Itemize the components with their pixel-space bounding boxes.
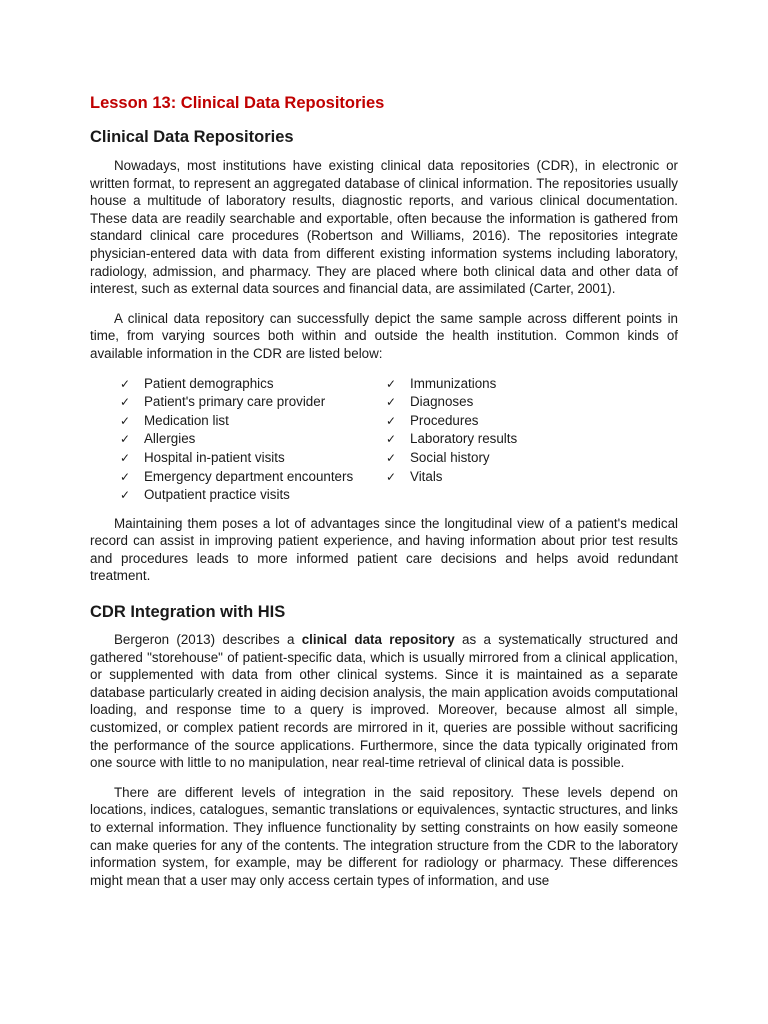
info-list-left <box>90 375 386 505</box>
list-item-label: Medication list <box>144 412 229 428</box>
list-item-label: Diagnoses <box>410 394 474 410</box>
paragraph-depict: A clinical data repository can successfully depict the same sample across different points in time, from varying sources both within and outside the health institution. Common kinds of available information in the CDR are listed below: <box>90 310 678 361</box>
list-item <box>120 430 386 449</box>
list-item-label: Vitals <box>410 468 443 484</box>
checkmark-icon: ✓ <box>386 413 397 428</box>
checkmark-icon: ✓ <box>120 450 131 465</box>
bergeron-text-start: Bergeron (2013) describes a <box>114 632 302 648</box>
checkmark-icon: ✓ <box>386 376 397 391</box>
list-item-label: Immunizations <box>410 375 497 391</box>
checkmark-icon: ✓ <box>120 376 131 391</box>
info-lists <box>90 375 678 505</box>
list-item <box>120 393 386 412</box>
checkmark-icon: ✓ <box>386 432 397 447</box>
list-item-label: Emergency department encounters <box>144 468 354 484</box>
list-item <box>120 468 386 487</box>
list-item-label: Outpatient practice visits <box>144 487 290 503</box>
checkmark-icon: ✓ <box>120 413 131 428</box>
checkmark-icon: ✓ <box>386 450 397 465</box>
list-item-label: Procedures <box>410 412 479 428</box>
paragraph-levels: There are different levels of integration in the said repository. These levels depend on locations, indices, catalogues, semantic translations or equivalences, syntactic structures, and links to external information. They influence functionality by setting constraints on how easily someone can make queries for any of the contents. The integration structure from the CDR to the laboratory information system, for example, may be different for radiology or pharmacy. These differences might mean that a user may only access certain types of information, and use <box>90 784 678 888</box>
list-item <box>386 412 517 431</box>
checkmark-icon: ✓ <box>386 469 397 484</box>
paragraph-advantages: Maintaining them poses a lot of advantages since the longitudinal view of a patient's medical record can assist in improving patient experience, and having information about prior test results and procedures leads to more informed patient care decisions and helps avoid redundant treatment. <box>90 515 678 584</box>
document-page <box>90 92 678 901</box>
section-heading-cdr: Clinical Data Repositories <box>90 128 294 146</box>
list-item <box>386 430 517 449</box>
paragraph-bergeron <box>90 631 678 772</box>
checkmark-icon: ✓ <box>120 488 131 503</box>
checkmark-icon: ✓ <box>386 395 397 410</box>
paragraph-intro: Nowadays, most institutions have existing clinical data repositories (CDR), in electronic or written format, to represent an aggregated database of clinical information. The repositories usually house a multitude of laboratory results, diagnostic reports, and various clinical documentation. These data are readily searchable and exportable, often because the information is gathered from standard clinical care procedures (Robertson and Williams, 2016). The repositories integrate physician-entered data with data from different existing information systems including laboratory, radiology, admission, and pharmacy. They are placed where both clinical data and other data of interest, such as external data sources and financial data, are assimilated (Carter, 2001). <box>90 158 678 297</box>
list-item <box>120 486 386 505</box>
list-item <box>386 468 517 487</box>
list-item-label: Patient demographics <box>144 375 274 391</box>
checkmark-icon: ✓ <box>120 432 131 447</box>
list-item <box>120 375 386 394</box>
checkmark-icon: ✓ <box>120 395 131 410</box>
list-item-label: Patient's primary care provider <box>144 394 326 410</box>
list-item-label: Social history <box>410 449 490 465</box>
list-item-label: Laboratory results <box>410 431 518 447</box>
bergeron-text-rest: as a systematically structured and gathered "storehouse" of patient-specific data, which is usually mirrored from a clinical application, or supplemented with data from other clinical systems. Since it is maintained as a separate database particularly created in aiding decision analysis, the main application avoids computational loading, and response time to a query is improved. Moreover, because almost all simple, customized, or complex patient records are mirrored in it, queries are possible without sacrificing the performance of the source applications. Furthermore, since the data typically originated from one source with little to no manipulation, near real-time retrieval of clinical data is possible. <box>90 632 678 771</box>
checkmark-icon: ✓ <box>120 469 131 484</box>
section-heading-integration: CDR Integration with HIS <box>90 603 286 622</box>
list-item <box>120 449 386 468</box>
list-item-label: Hospital in-patient visits <box>144 449 285 465</box>
list-item <box>120 412 386 431</box>
list-item <box>386 449 517 468</box>
list-item-label: Allergies <box>144 431 196 447</box>
list-item <box>386 375 517 394</box>
lesson-title: Lesson 13: Clinical Data Repositories <box>90 94 385 112</box>
info-list-right <box>386 375 517 505</box>
bold-term-cdr: clinical data repository <box>301 632 455 648</box>
list-item <box>386 393 517 412</box>
